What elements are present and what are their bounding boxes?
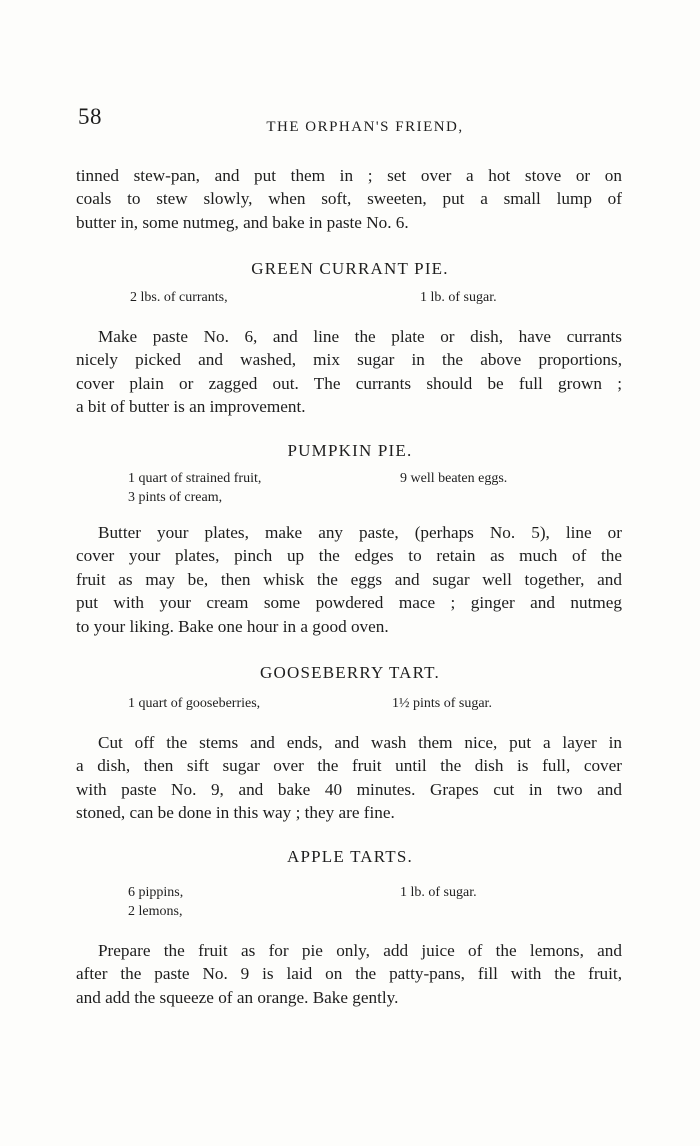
text-line: with paste No. 9, and bake 40 minutes. Grapes cut in two and: [76, 779, 622, 799]
text-line: and add the squeeze of an orange. Bake gently.: [76, 987, 399, 1007]
text-line: put with your cream some powdered mace ; ginger and nutmeg: [76, 593, 622, 613]
text-line: Butter your plates, make any paste, (perhaps No. 5), line or: [98, 523, 622, 542]
recipe-instructions: [76, 939, 622, 1009]
text-line: tinned stew-pan, and put them in ; set over a hot stove or on: [76, 166, 622, 185]
text-line: nicely picked and washed, mix sugar in the above proportions,: [76, 350, 622, 370]
intro-paragraph: [76, 164, 622, 234]
ingredient-list-left: [130, 288, 228, 307]
ingredient-item: 1 lb. of sugar.: [420, 290, 497, 305]
ingredient-list-right: [400, 883, 477, 902]
ingredient-list-right: [392, 694, 492, 713]
ingredient-item: 1 lb. of sugar.: [400, 885, 477, 900]
recipe-instructions: [76, 731, 622, 825]
recipe-title: APPLE TARTS.: [286, 847, 413, 866]
recipe-instructions: [76, 521, 622, 638]
text-line: to your liking. Bake one hour in a good oven.: [76, 616, 389, 636]
text-line: cover your plates, pinch up the edges to retain as much of the: [76, 546, 622, 566]
text-line: cover plain or zagged out. The currants should be full grown ;: [76, 373, 622, 393]
ingredient-item: 9 well beaten eggs.: [400, 471, 508, 486]
text-line: butter in, some nutmeg, and bake in paste No. 6.: [76, 212, 409, 232]
ingredient-list-left: [128, 694, 260, 713]
ingredient-item: 2 lemons,: [128, 904, 183, 919]
ingredient-item: 1 quart of strained fruit,: [128, 471, 262, 486]
page-number: 58: [78, 104, 102, 129]
running-title: THE ORPHAN'S FRIEND,: [266, 119, 464, 135]
ingredient-item: 3 pints of cream,: [128, 490, 223, 505]
text-line: Make paste No. 6, and line the plate or dish, have currants: [98, 327, 622, 346]
recipe-title: GOOSEBERRY TART.: [260, 663, 440, 682]
text-line: Prepare the fruit as for pie only, add juice of the lemons, and: [98, 941, 622, 960]
ingredient-list-right: [420, 288, 497, 307]
ingredient-item: 1 quart of gooseberries,: [128, 696, 261, 711]
text-line: fruit as may be, then whisk the eggs and sugar well together, and: [76, 569, 622, 589]
ingredient-list-left: [128, 469, 261, 507]
ingredient-list-right: [400, 469, 507, 488]
recipe-title: PUMPKIN PIE.: [287, 441, 413, 460]
ingredient-list-left: [128, 883, 183, 921]
text-line: a bit of butter is an improvement.: [76, 397, 306, 417]
text-line: stoned, can be done in this way ; they are fine.: [76, 803, 395, 823]
text-line: after the paste No. 9 is laid on the patty-pans, fill with the fruit,: [76, 964, 622, 984]
ingredient-item: 6 pippins,: [128, 885, 184, 900]
text-line: coals to stew slowly, when soft, sweeten, put a small lump of: [76, 189, 622, 209]
text-line: a dish, then sift sugar over the fruit until the dish is full, cover: [76, 756, 622, 776]
text-line: Cut off the stems and ends, and wash them nice, put a layer in: [98, 733, 622, 752]
ingredient-item: 2 lbs. of currants,: [130, 290, 228, 305]
ingredient-item: 1½ pints of sugar.: [392, 696, 492, 711]
recipe-title: GREEN CURRANT PIE.: [251, 259, 449, 278]
recipe-instructions: [76, 325, 622, 419]
